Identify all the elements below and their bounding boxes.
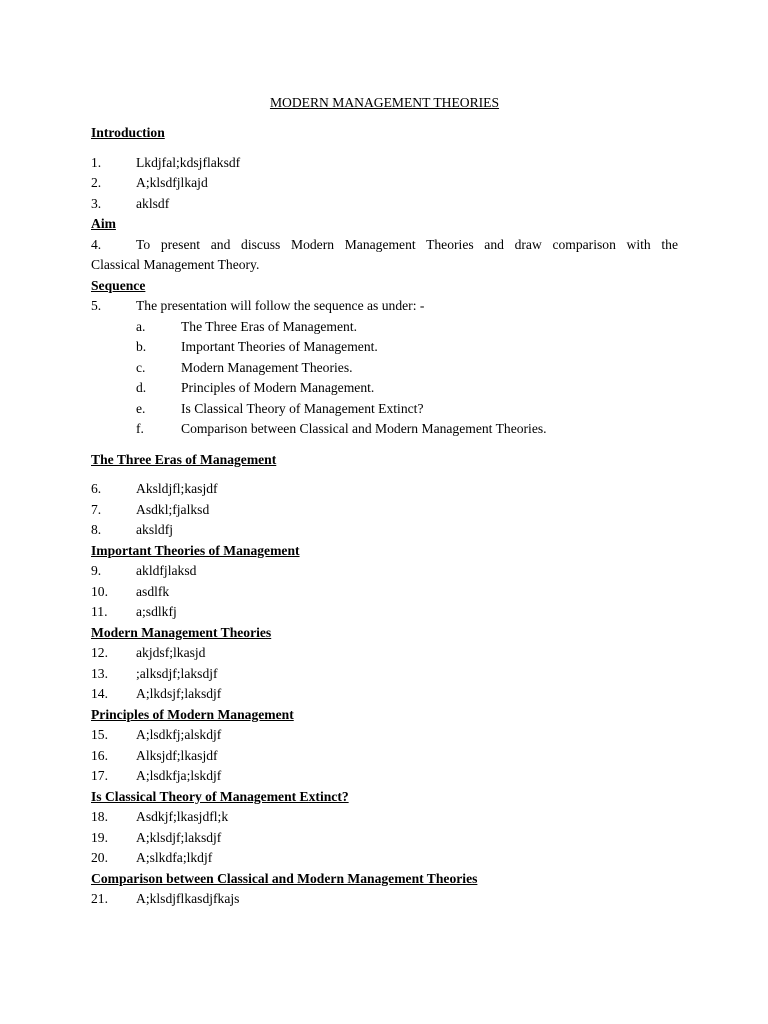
item-text: A;klsdfjlkajd <box>136 175 208 190</box>
sub-item-text: Modern Management Theories. <box>181 359 353 375</box>
list-item <box>91 725 678 746</box>
list-item <box>91 153 678 174</box>
heading-introduction: Introduction <box>91 125 165 140</box>
item-text: Asdkjf;lkasjdfl;k <box>136 809 229 824</box>
sub-list-item <box>91 358 678 379</box>
sub-item-text: Important Theories of Management. <box>181 339 378 354</box>
item-text: aklsdf <box>136 195 170 211</box>
item-number: 11. <box>91 604 108 619</box>
list-item <box>91 828 678 849</box>
item-number: 21. <box>91 891 108 906</box>
list-item <box>91 500 678 521</box>
item-text: The presentation will follow the sequence as under: - <box>136 298 425 313</box>
item-number: 15. <box>91 727 108 742</box>
item-number: 2. <box>91 175 102 190</box>
list-item <box>91 889 678 910</box>
sub-item-text: Principles of Modern Management. <box>181 380 375 395</box>
item-text: Alksjdf;lkasjdf <box>136 747 218 763</box>
sub-item-letter: a. <box>136 318 146 334</box>
item-text: a;sdlkfj <box>136 604 177 619</box>
item-text: akldfjlaksd <box>136 563 197 578</box>
document-page <box>91 93 678 910</box>
item-number: 4. <box>91 236 102 252</box>
heading-classical-extinct: Is Classical Theory of Management Extinct? <box>91 788 349 804</box>
item-text: aksldfj <box>136 522 173 537</box>
heading-three-eras: The Three Eras of Management <box>91 451 277 467</box>
sub-list-item <box>91 378 678 399</box>
list-item <box>91 664 678 685</box>
sub-item-text: Comparison between Classical and Modern Management Theories. <box>181 421 547 436</box>
heading-modern-theories: Modern Management Theories <box>91 624 272 640</box>
item-text: A;slkdfa;lkdjf <box>136 850 213 865</box>
list-item <box>91 643 678 664</box>
sub-item-letter: e. <box>136 400 146 416</box>
item-number: 10. <box>91 583 108 599</box>
item-number: 12. <box>91 645 108 660</box>
document-title: MODERN MANAGEMENT THEORIES <box>269 95 500 110</box>
list-item <box>91 561 678 582</box>
list-item <box>91 602 678 623</box>
aim-line-2: Classical Management Theory. <box>91 257 260 272</box>
item-text: Aksldjfl;kasjdf <box>136 481 218 496</box>
list-item <box>91 173 678 194</box>
item-text: Asdkl;fjalksd <box>136 501 210 517</box>
aim-line-1: To present and discuss Modern Management Theories and draw comparison with the <box>136 236 678 252</box>
item-number: 14. <box>91 686 108 701</box>
item-number: 20. <box>91 850 108 865</box>
list-item <box>91 479 678 500</box>
heading-sequence: Sequence <box>91 277 146 293</box>
item-number: 19. <box>91 829 108 845</box>
list-item <box>91 848 678 869</box>
item-number: 7. <box>91 501 102 517</box>
list-item <box>91 807 678 828</box>
list-item <box>91 746 678 767</box>
item-number: 17. <box>91 768 108 783</box>
heading-important-theories: Important Theories of Management <box>91 542 300 558</box>
heading-comparison: Comparison between Classical and Modern Management Theories <box>91 870 478 886</box>
sub-list-item <box>91 317 678 338</box>
item-number: 1. <box>91 154 102 170</box>
item-text: A;lsdkfja;lskdjf <box>136 768 222 783</box>
list-item <box>91 296 678 317</box>
item-text: A;lkdsjf;laksdjf <box>136 686 222 701</box>
item-number: 6. <box>91 481 102 496</box>
list-item <box>91 766 678 787</box>
item-number: 8. <box>91 522 102 537</box>
sub-list-item <box>91 399 678 420</box>
sub-item-text: Is Classical Theory of Management Extinct? <box>181 400 424 416</box>
list-item <box>91 582 678 603</box>
item-number: 18. <box>91 809 108 824</box>
item-text: A;klsdjf;laksdjf <box>136 829 222 845</box>
sub-item-letter: b. <box>136 339 147 354</box>
heading-aim: Aim <box>91 216 116 231</box>
list-item <box>91 684 678 705</box>
item-number: 16. <box>91 747 108 763</box>
sub-list-item <box>91 337 678 358</box>
list-item <box>91 520 678 541</box>
sub-item-letter: c. <box>136 359 146 375</box>
item-text: A;klsdjflkasdjfkajs <box>136 891 240 906</box>
item-text: Lkdjfal;kdsjflaksdf <box>136 154 241 170</box>
list-item <box>91 194 678 215</box>
sub-item-letter: f. <box>136 421 144 436</box>
item-number: 13. <box>91 665 108 681</box>
sub-item-letter: d. <box>136 380 147 395</box>
item-text: akjdsf;lkasjd <box>136 645 206 660</box>
heading-principles: Principles of Modern Management <box>91 706 294 722</box>
item-text: A;lsdkfj;alskdjf <box>136 727 222 742</box>
aim-paragraph <box>91 235 678 276</box>
item-number: 5. <box>91 298 102 313</box>
item-number: 9. <box>91 563 102 578</box>
sub-item-text: The Three Eras of Management. <box>181 318 358 334</box>
item-text: asdlfk <box>136 583 170 599</box>
sub-list-item <box>91 419 678 440</box>
item-number: 3. <box>91 195 102 211</box>
item-text: ;alksdjf;laksdjf <box>136 665 218 681</box>
